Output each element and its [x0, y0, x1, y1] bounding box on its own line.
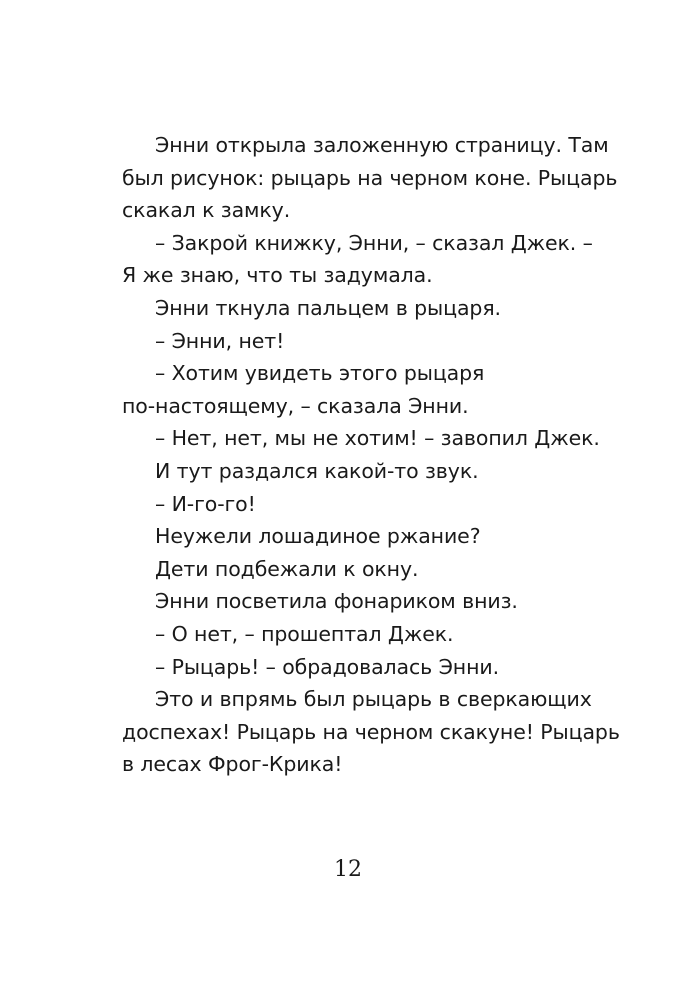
text-line: – Нет, нет, мы не хотим! – завопил Джек. [155, 426, 600, 451]
text-line: доспехах! Рыцарь на черном скакуне! Рыцарь [122, 719, 620, 744]
text-line: Это и впрямь был рыцарь в сверкающих [155, 687, 592, 712]
text-line: – О нет, – прошептал Джек. [155, 621, 454, 646]
text-line: – Хотим увидеть этого рыцаря [155, 361, 485, 386]
text-line: – Энни, нет! [155, 328, 285, 353]
text-line: Энни посветила фонариком вниз. [155, 589, 518, 614]
text-line: Я же знаю, что ты задумала. [122, 263, 433, 288]
text-line: Дети подбежали к окну. [155, 556, 419, 581]
text-line: Энни открыла заложенную страницу. Там [155, 133, 609, 157]
text-line: по-настоящему, – сказала Энни. [122, 393, 469, 418]
text-line: – Рыцарь! – обрадовалась Энни. [155, 654, 500, 679]
text-line: Неужели лошадиное ржание? [155, 524, 481, 549]
body-text [122, 129, 620, 781]
text-line: был рисунок: рыцарь на черном коне. Рыцарь [122, 165, 618, 190]
text-line: И тут раздался какой-то звук. [155, 458, 479, 483]
text-line: – И-го-го! [155, 491, 256, 516]
text-line: – Закрой книжку, Энни, – сказал Джек. – [155, 230, 593, 255]
text-line: Энни ткнула пальцем в рыцаря. [155, 295, 501, 320]
text-line: в лесах Фрог-Крика! [122, 752, 343, 777]
page-number: 12 [334, 857, 362, 882]
text-line: скакал к замку. [122, 198, 291, 223]
